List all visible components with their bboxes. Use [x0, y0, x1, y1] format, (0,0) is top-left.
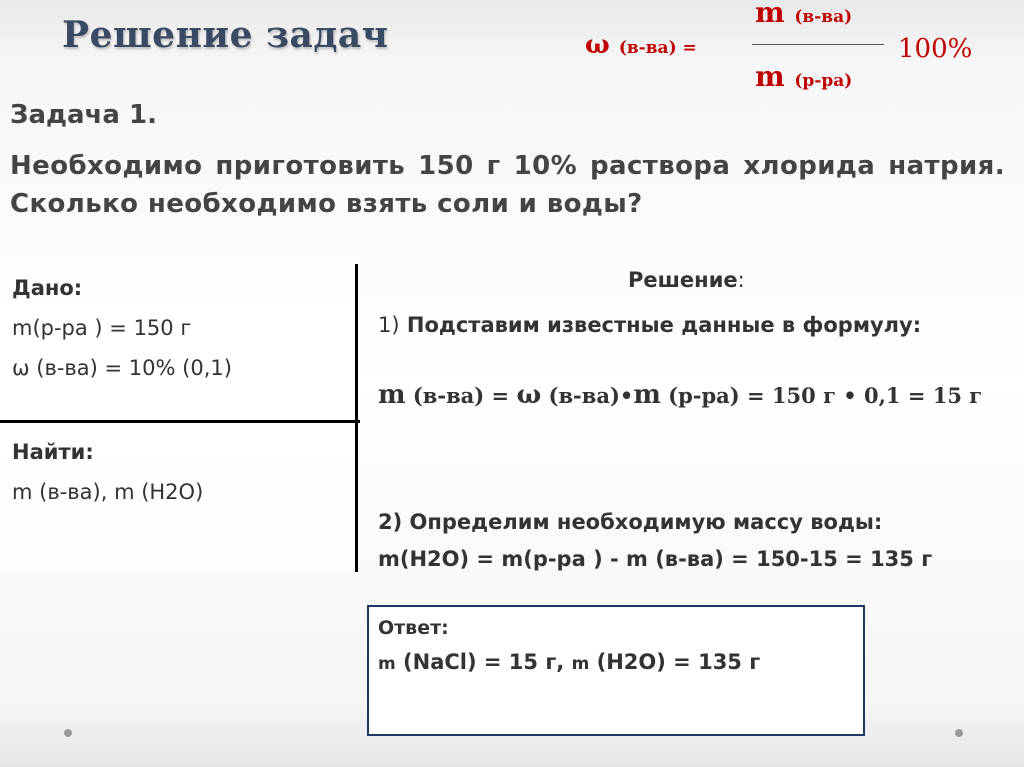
task-text — [10, 147, 1005, 223]
formula-numerator — [755, 0, 852, 29]
fraction-line — [752, 44, 884, 45]
given-panel — [0, 262, 358, 572]
omega-symbol: ω — [585, 30, 610, 60]
slide-nav-dot-right — [955, 729, 963, 737]
formula-omega — [585, 30, 697, 60]
step-2-calculation: m(H2O) = m(р-ра ) - m (в-ва) = 150-15 = 135 г — [378, 547, 933, 571]
calc-m-solution: m — [633, 380, 661, 410]
answer-label: Ответ: — [378, 617, 449, 639]
slide-title: Решение задач — [62, 14, 389, 56]
calc-omega: ω — [516, 380, 542, 410]
task-title: Задача 1. — [10, 100, 157, 130]
given-label: Дано: — [12, 276, 83, 300]
step-1 — [378, 310, 978, 340]
answer-m-2: m — [571, 654, 590, 674]
calc-part-b: (в-ва)• — [548, 383, 634, 408]
step-2-text: 2) Определим необходимую массу воды: — [378, 510, 883, 534]
numerator-m: m — [755, 0, 785, 29]
given-item-solution-mass: m(р-ра ) = 150 г — [12, 316, 192, 340]
omega-subscript: (в-ва) = — [618, 38, 697, 58]
given-item-mass-fraction: ω (в-ва) = 10% (0,1) — [12, 356, 232, 380]
step-1-number: 1) — [378, 313, 400, 337]
calc-part-c: (р-ра) = 150 г • 0,1 = 15 г — [668, 383, 983, 408]
find-item: m (в-ва), m (H2O) — [12, 480, 204, 504]
formula-denominator — [755, 60, 852, 93]
calc-m-solute: m — [378, 380, 406, 410]
answer-part-2: (H2O) = 135 г — [589, 650, 761, 674]
slide-nav-dot-left — [64, 729, 72, 737]
formula-percent: 100% — [898, 34, 973, 64]
answer-m-1: m — [378, 654, 396, 674]
vertical-divider — [355, 264, 358, 572]
step-1-text: Подставим известные данные в формулу: — [406, 313, 922, 337]
denominator-subscript: (р-ра) — [794, 71, 853, 91]
denominator-m: m — [755, 60, 785, 93]
task-line-1: Необходимо приготовить 150 г 10% раствора хлорида натрия. — [10, 151, 1005, 181]
solution-label — [628, 268, 745, 292]
horizontal-divider — [0, 420, 360, 423]
find-label: Найти: — [12, 440, 94, 464]
answer-part-1: (NaCl) = 15 г, — [395, 650, 572, 674]
task-line-2: Сколько необходимо взять соли и воды? — [10, 189, 643, 219]
step-1-calculation — [378, 380, 982, 410]
solution-label-colon: : — [737, 268, 745, 292]
numerator-subscript: (в-ва) — [794, 7, 853, 27]
answer-text — [378, 650, 760, 674]
calc-part-a: (в-ва) = — [412, 383, 517, 408]
solution-label-text: Решение — [628, 268, 738, 292]
